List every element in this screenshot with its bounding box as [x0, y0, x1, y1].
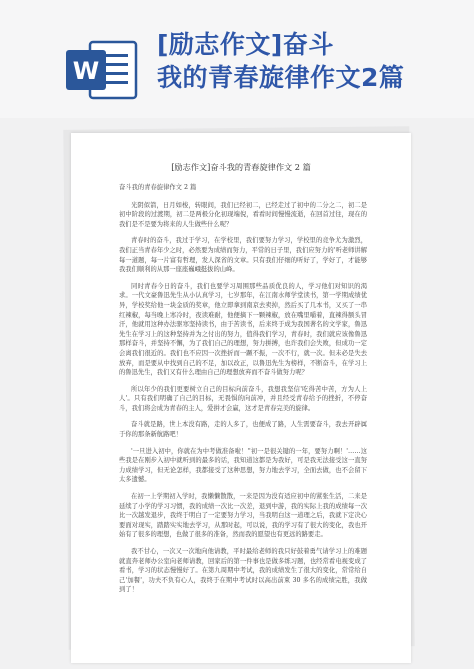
document-subheading: 奋斗我的青春旋律作文 2 篇: [119, 184, 197, 191]
paragraph: 我不甘心，一次又一次地向他请教，平时最给老师的我只好鼓着勇气请学习上的难题就直奔老师办公室向老师请教，回家后的第一件事也是做多练习题，也经常看电视变成了看书，学习的状态慢慢好了。在第九周期中考试，我的成绩发生了很大的变化，常常给自己'加餐'，功夫不负有心人，我终于在期中考试时以高出前束 30 多名的成绩完胜，我做到了！: [119, 548, 367, 594]
paragraph: 奋斗就是路，世上本没有路，走的人多了，也便成了路，人生需要奋斗，我去开辟属于你的那条新航路吧！: [119, 421, 367, 439]
paragraph: '一旦进入初中，你就在为中考做准备啦！''初一是很关键的一年，要努力啊！'……这些我是在刚步入初中就听到的最多的话，我知道这都是为我好，可是我无法接受这一直努力成绩学习，但无论怎样，我都接受了这种思想，努力地去学习，全面去做，也不会留下太多遗憾。: [119, 447, 367, 484]
title-line-1: [励志作文]奋斗: [157, 30, 334, 59]
paragraph: 在初一上学期初入学时，我懒懒散散，一来是因为没有适应初中的紧张生活，二来是延续了小学的学习习惯，我的成绩一次比一次差，退到中游，我的实际上我的成绩每一次比一次越发退步，我终于明白了一定要努力学习，当我明白这一道理之后，我就下定决心要面对现实，踏踏实实地去学习，从那时起，可以说，我的学习有了很大的变化，我也开始有了很多的理想，也做了很多的准备，然而我的愿望也有更远的路要走。: [119, 493, 367, 539]
document-page: [71, 133, 411, 663]
page-title: [157, 28, 404, 94]
word-doc-icon: [64, 38, 138, 102]
header-banner: [0, 0, 474, 118]
document-heading: [励志作文]奋斗我的青春旋律作文 2 篇: [171, 162, 311, 172]
paragraph: 青春时的奋斗，我过于学习，在学校里，我们要努力学习，学校里的竞争尤为激烈，我们正当青春年少之时，必然要为成绩而努力，平常的日子里，我们应努力的'听老师讲解每一道题，每一片富有哲理，发人深省的文章。只有我们仔细的听好了，学好了，才能够我我们顺利的从那一座座巍峨挺拔的山峰。: [119, 237, 367, 274]
paragraph: 光阴似箭，日月如梭，转眼间，我们已经初二，已经走过了初中的二分之二，初二是初中阶段的过渡期，初二是两极分化初现端倪，看看时间慢慢流逝，在回首过往，现在的我们是不是要为将来的人生做些什么呢？: [119, 201, 367, 228]
document-body: [119, 183, 367, 602]
paragraph: 同时青春今日的奋斗，我们也要学习周围那些品质优良的人，学习他们对知识的渴求。一代文豪鲁迅先生从小认真学习，七岁那年，在江南水师学堂读书，第一学期成绩优异，学校奖给他一块金质的奖章，他立即拿到南京去卖掉，然后买了几本书，又买了一串红辣椒，每当晚上寒冷时，夜读难耐，他便摘下一颗辣椒，放在嘴里嚼着，直辣得额头冒汗，他就用这种办法驱寒坚持读书，由于苦读书，后来终于成为我国著名的文学家，鲁迅先生在学习上的这种坚持并为之付出的努力，值得我们学习，青春时，我们就应该像鲁迅那样奋斗，并坚持不懈，为了我们自己的理想，努力拼搏，也许我们会失败，但成功一定会离我们很近的。我们也不应因一次挫折而一蹶不振，一次不行，就一次。但未必是失去放弃，而是要从中找到自己的不足，加以改正，以鲁迅先生为榜样，不断奋斗，在学习上的鲁迅先生，我们又有什么理由自己的理想放弃而不奋斗做努力呢？: [119, 282, 367, 377]
title-line-2: 我的青春旋律作文2篇: [157, 63, 405, 92]
word-logo-letter: W: [72, 57, 100, 85]
paragraph: 所以年少的我们更要树立自己的目标向前奋斗，我想我坚信'吃得苦中苦，方为人上人'。只有我们明确了自己的目标，无畏惧的向前冲，并且经受青春给予的挫折，不停奋斗，我们将会成为青春的主人，爱拼才会赢，这才是青春完美的旋律。: [119, 385, 367, 412]
